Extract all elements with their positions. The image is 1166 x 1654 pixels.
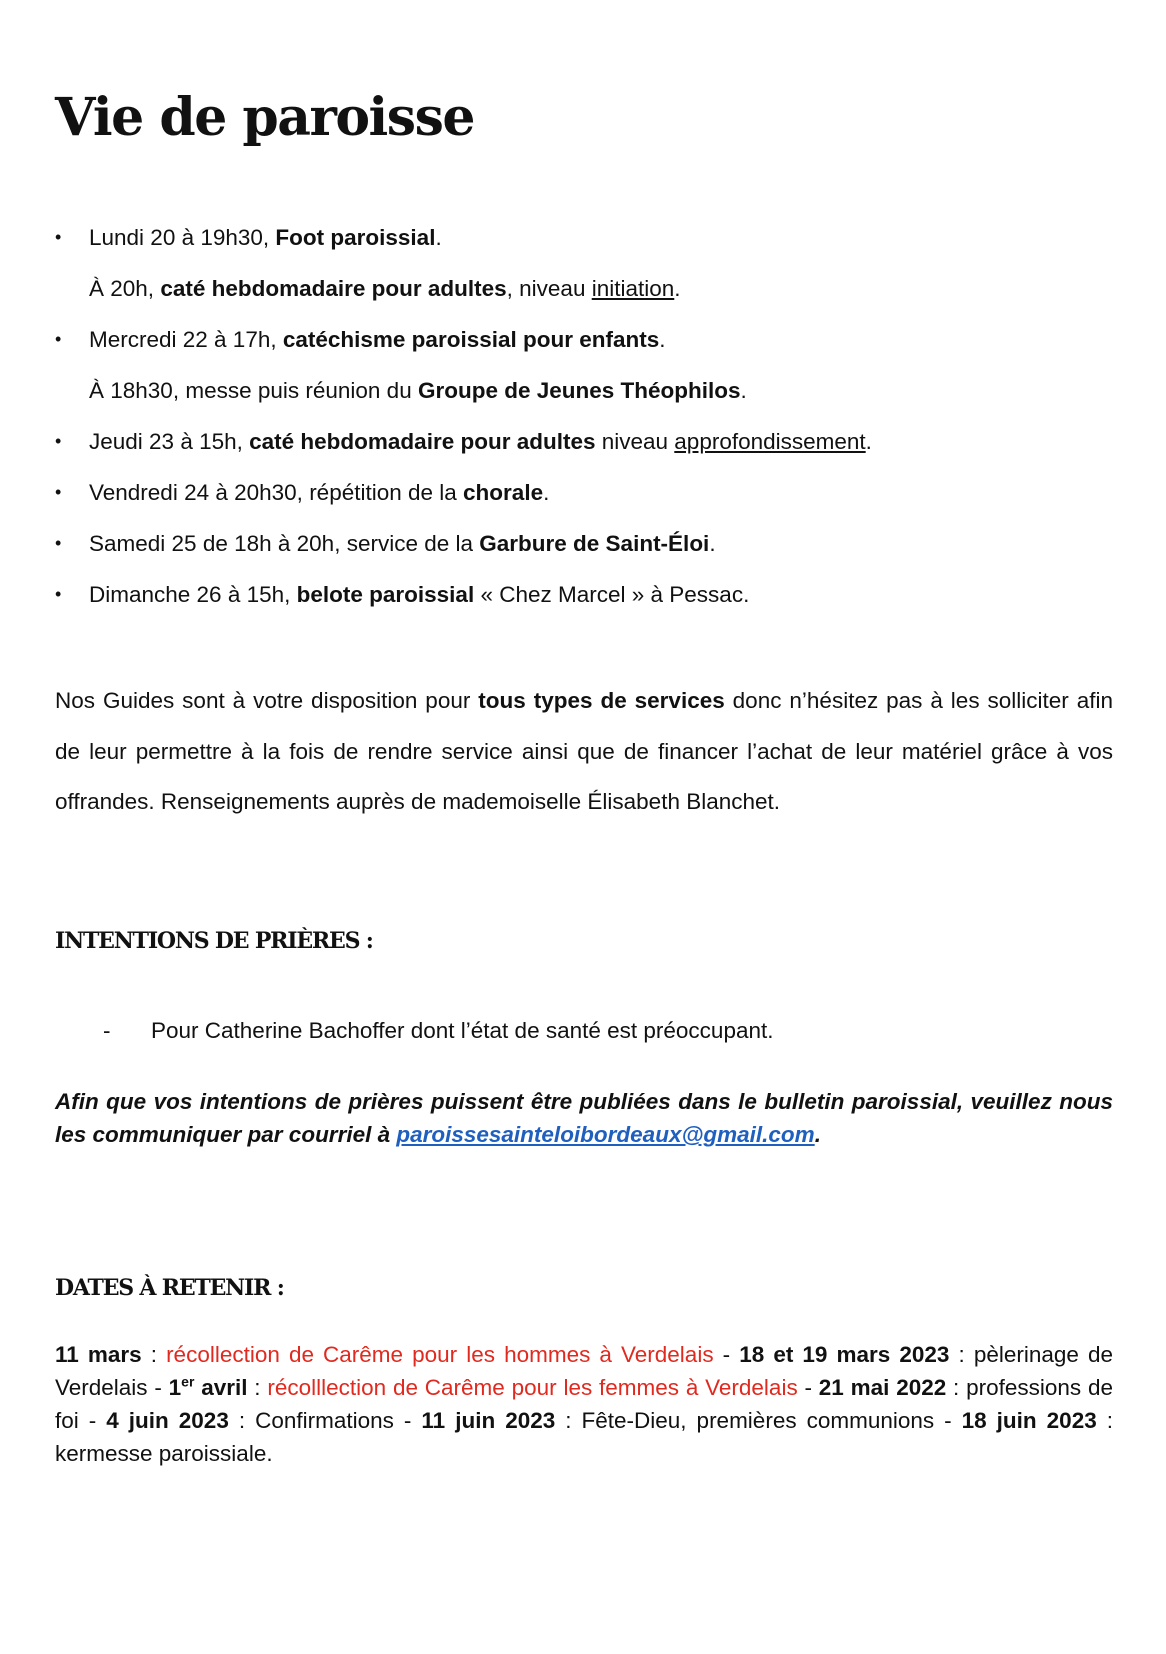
bulletin-page: Vie de paroisse • Lundi 20 à 19h30, Foot paroissial. À 20h, caté hebdomadaire pour adultes, niveau initiation. • Mercredi 22 à 17h, catéchisme paroissial pour enfants. À 18h30, messe puis réunion du Groupe de Jeunes Théophilos. • Jeudi 23 à 15h, caté hebdomadaire pour adultes niveau approfondissement. • Vendredi 24 à 20h30, répétition de la chorale. • Samedi 25 de 18h à 20h, service de la Garbure de Saint-Éloi. • Dimanche 26 à 15h, belote paroissial « Chez Marcel » à Pessac. Nos Guides sont à votre disposition pour tous types de services donc n’hésitez pas à les solliciter afin de leur permettre à la fois de rendre service ainsi que de financer l’achat de leur matériel grâce à vos offrandes. Renseignements auprès de mademoiselle Élisabeth Blanchet. INTENTIONS DE PRIÈRES : - Pour Catherine Bachoffer dont l’état de santé est préoccupant. Afin que vos intentions de prières puissent être publiées dans le bulletin paroissial, veuillez nous les communiquer par courriel à paroissesainteloibordeaux@gmail.com. DATES À RETENIR : 11 mars : récollection de Carême pour les hommes à Verdelais - 18 et 19 mars 2023 : pèlerinage de Verdelais - 1er avril : récolllection de Carême pour les femmes à Verdelais - 21 mai 2022 : professions de foi - 4 juin 2023 : Confirmations - 11 juin 2023 : Fête-Dieu, premières communions - 18 juin 2023 : kermesse paroissiale. <box>0 0 1166 1654</box>
intentions-notice: Afin que vos intentions de prières puissent être publiées dans le bulletin paroissial, veuillez nous les communiquer par courriel à paroissesainteloibordeaux@gmail.com. <box>55 1089 1113 1147</box>
bullet-icon: • <box>55 482 62 502</box>
bullet-icon: • <box>55 227 62 247</box>
dates-paragraph: 11 mars : récollection de Carême pour les hommes à Verdelais - 18 et 19 mars 2023 : pèlerinage de Verdelais - 1er avril : récolllection de Carême pour les femmes à Verdelais - 21 mai 2022 : professions de foi - 4 juin 2023 : Confirmations - 11 juin 2023 : Fête-Dieu, premières communions - 18 juin 2023 : kermesse paroissiale. <box>55 1342 1114 1466</box>
list-item: • Mercredi 22 à 17h, catéchisme paroissial pour enfants. <box>55 314 1115 365</box>
guides-paragraph: Nos Guides sont à votre disposition pour tous types de services donc n’hésitez pas à les solliciter afin de leur permettre à la fois de rendre service ainsi que de financer l’achat de leur matériel grâce à vos offrandes. Renseignements auprès de mademoiselle Élisabeth Blanchet. <box>55 688 1113 814</box>
list-item: À 20h, caté hebdomadaire pour adultes, niveau initiation. <box>89 276 681 301</box>
intentions-heading: INTENTIONS DE PRIÈRES : <box>55 928 373 954</box>
bullet-icon: • <box>55 431 62 451</box>
bullet-icon: • <box>55 584 62 604</box>
email-link[interactable]: paroissesainteloibordeaux@gmail.com <box>396 1122 815 1147</box>
events-list <box>55 212 1115 620</box>
list-item: À 18h30, messe puis réunion du Groupe de Jeunes Théophilos. <box>89 378 747 403</box>
list-item: • Lundi 20 à 19h30, Foot paroissial. <box>55 212 1115 263</box>
bullet-icon: • <box>55 533 62 553</box>
list-item: • Vendredi 24 à 20h30, répétition de la chorale. <box>55 467 1115 518</box>
list-item: • Jeudi 23 à 15h, caté hebdomadaire pour adultes niveau approfondissement. <box>55 416 1115 467</box>
page-title: Vie de paroisse <box>55 87 474 148</box>
list-item: • Dimanche 26 à 15h, belote paroissial « Chez Marcel » à Pessac. <box>55 569 1115 620</box>
bullet-icon: • <box>55 329 62 349</box>
dates-heading: DATES À RETENIR : <box>55 1275 284 1301</box>
dash-icon: - <box>103 1018 111 1043</box>
list-item: • Samedi 25 de 18h à 20h, service de la Garbure de Saint-Éloi. <box>55 518 1115 569</box>
